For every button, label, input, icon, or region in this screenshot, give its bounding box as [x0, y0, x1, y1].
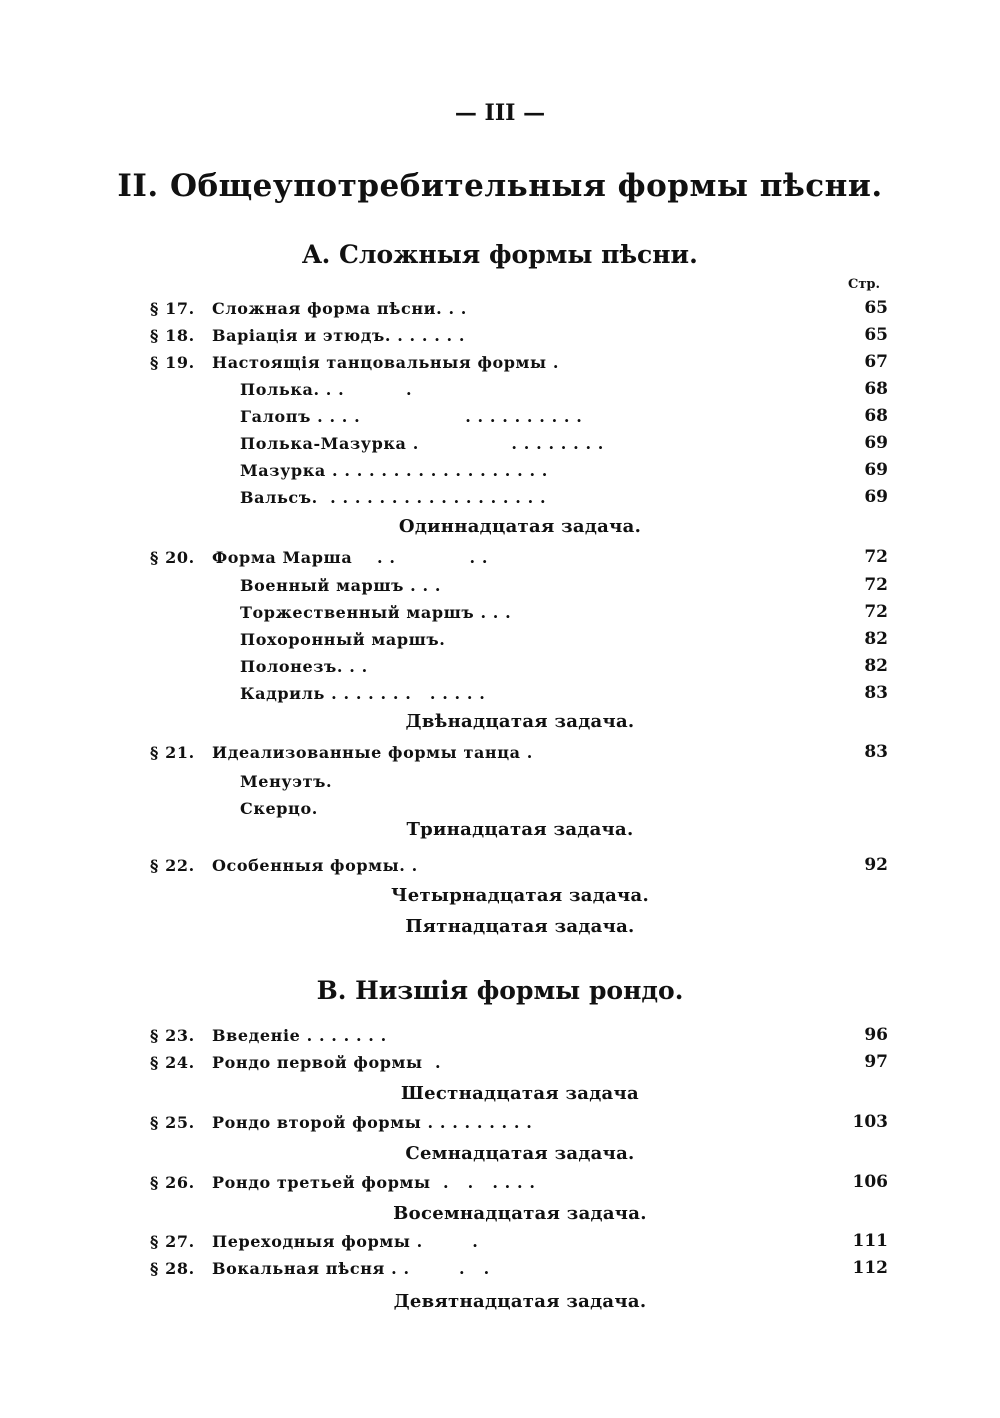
toc-entry	[150, 1259, 490, 1278]
toc-entry	[150, 1026, 387, 1045]
entry-title: Вокальная пѣсня . . . .	[212, 1259, 490, 1278]
toc-entry	[150, 326, 465, 345]
toc-entry	[150, 353, 559, 372]
entry-title: Полька. . . .	[240, 380, 413, 399]
toc-entry	[240, 799, 318, 818]
page-number: 67	[864, 352, 888, 372]
entry-title: Идеализованные формы танца .	[212, 743, 533, 762]
task-heading: Пятнадцатая задача.	[405, 916, 635, 937]
toc-entry	[240, 380, 412, 399]
page-number: 72	[864, 575, 888, 595]
toc-entry	[240, 461, 548, 480]
page-number: 72	[864, 602, 888, 622]
toc-entry	[240, 772, 332, 791]
page-number: 83	[864, 683, 888, 703]
paragraph-number: § 26.	[150, 1173, 195, 1192]
toc-entry	[240, 684, 485, 703]
toc-entry	[150, 548, 488, 567]
entry-title: Скерцо.	[240, 799, 318, 818]
entry-title: Рондо первой формы .	[212, 1053, 442, 1072]
entry-title: Кадриль . . . . . . . . . . . .	[240, 684, 486, 703]
page-number: 112	[852, 1258, 888, 1278]
paragraph-number: § 23.	[150, 1026, 195, 1045]
page-number: 96	[864, 1025, 888, 1045]
page-number: 82	[864, 656, 888, 676]
entry-title: Торжественный маршъ . . .	[240, 603, 512, 622]
entry-title: Рондо второй формы . . . . . . . . .	[212, 1113, 533, 1132]
page-number: 69	[864, 433, 888, 453]
page-number: 69	[864, 487, 888, 507]
entry-title: Рондо третьей формы . . . . . .	[212, 1173, 536, 1192]
paragraph-number: § 22.	[150, 856, 195, 875]
entry-title: Переходныя формы . .	[212, 1232, 479, 1251]
paragraph-number: § 27.	[150, 1232, 195, 1251]
toc-entry	[240, 603, 511, 622]
paragraph-number: § 17.	[150, 299, 195, 318]
page-number: 97	[864, 1052, 888, 1072]
page-number: 92	[864, 855, 888, 875]
paragraph-number: § 28.	[150, 1259, 195, 1278]
entry-title: Настоящія танцовальныя формы .	[212, 353, 560, 372]
entry-title: Галопъ . . . . . . . . . . . . . .	[240, 407, 583, 426]
toc-entry	[150, 299, 467, 318]
page-number: 106	[852, 1172, 888, 1192]
entry-title: Варіація и этюдъ. . . . . . .	[212, 326, 466, 345]
paragraph-number: § 25.	[150, 1113, 195, 1132]
paragraph-number: § 21.	[150, 743, 195, 762]
entry-title: Менуэтъ.	[240, 772, 333, 791]
toc-entry	[150, 1053, 441, 1072]
toc-entry	[240, 488, 546, 507]
task-heading: Семнадцатая задача.	[405, 1143, 635, 1164]
section-a-title: A. Сложныя формы пѣсни.	[302, 240, 698, 269]
page-number: 68	[864, 379, 888, 399]
page-number: 65	[864, 325, 888, 345]
toc-entry	[150, 1113, 532, 1132]
task-heading: Девятнадцатая задача.	[393, 1291, 647, 1312]
entry-title: Вальсъ. . . . . . . . . . . . . . . . . . .	[240, 488, 547, 507]
paragraph-number: § 20.	[150, 548, 195, 567]
page-number: 82	[864, 629, 888, 649]
toc-entry	[240, 657, 368, 676]
entry-title: Военный маршъ . . .	[240, 576, 442, 595]
folio: — III —	[454, 100, 546, 126]
entry-title: Введеніе . . . . . . .	[212, 1026, 387, 1045]
toc-entry	[240, 576, 441, 595]
toc-entry	[150, 743, 533, 762]
entry-title: Сложная форма пѣсни. . .	[212, 299, 467, 318]
page-column-label: Стр.	[848, 277, 881, 292]
toc-entry	[150, 1232, 478, 1251]
toc-entry	[150, 856, 418, 875]
task-heading: Четырнадцатая задача.	[390, 885, 650, 906]
page-number: 65	[864, 298, 888, 318]
toc-entry	[150, 1173, 536, 1192]
section-b-title: B. Низшія формы рондо.	[316, 976, 684, 1005]
entry-title: Полька-Мазурка . . . . . . . . .	[240, 434, 604, 453]
entry-title: Мазурка . . . . . . . . . . . . . . . . . .	[240, 461, 548, 480]
page-number: 103	[852, 1112, 888, 1132]
toc-entry	[240, 434, 604, 453]
task-heading: Одиннадцатая задача.	[398, 516, 642, 537]
page-number: 111	[852, 1231, 888, 1251]
task-heading: Восемнадцатая задача.	[393, 1203, 647, 1224]
toc-entry	[240, 630, 445, 649]
page-number: 72	[864, 547, 888, 567]
entry-title: Похоронный маршъ.	[240, 630, 446, 649]
paragraph-number: § 24.	[150, 1053, 195, 1072]
paragraph-number: § 18.	[150, 326, 195, 345]
entry-title: Форма Марша . . . .	[212, 548, 489, 567]
toc-entry	[240, 407, 582, 426]
page-number: 83	[864, 742, 888, 762]
task-heading: Двѣнадцатая задача.	[405, 711, 635, 732]
entry-title: Особенныя формы. .	[212, 856, 418, 875]
task-heading: Тринадцатая задача.	[406, 819, 634, 840]
part-title: II. Общеупотребительныя формы пѣсни.	[117, 168, 883, 204]
page-number: 69	[864, 460, 888, 480]
paragraph-number: § 19.	[150, 353, 195, 372]
task-heading: Шестнадцатая задача	[401, 1083, 639, 1104]
entry-title: Полонезъ. . .	[240, 657, 368, 676]
page-number: 68	[864, 406, 888, 426]
